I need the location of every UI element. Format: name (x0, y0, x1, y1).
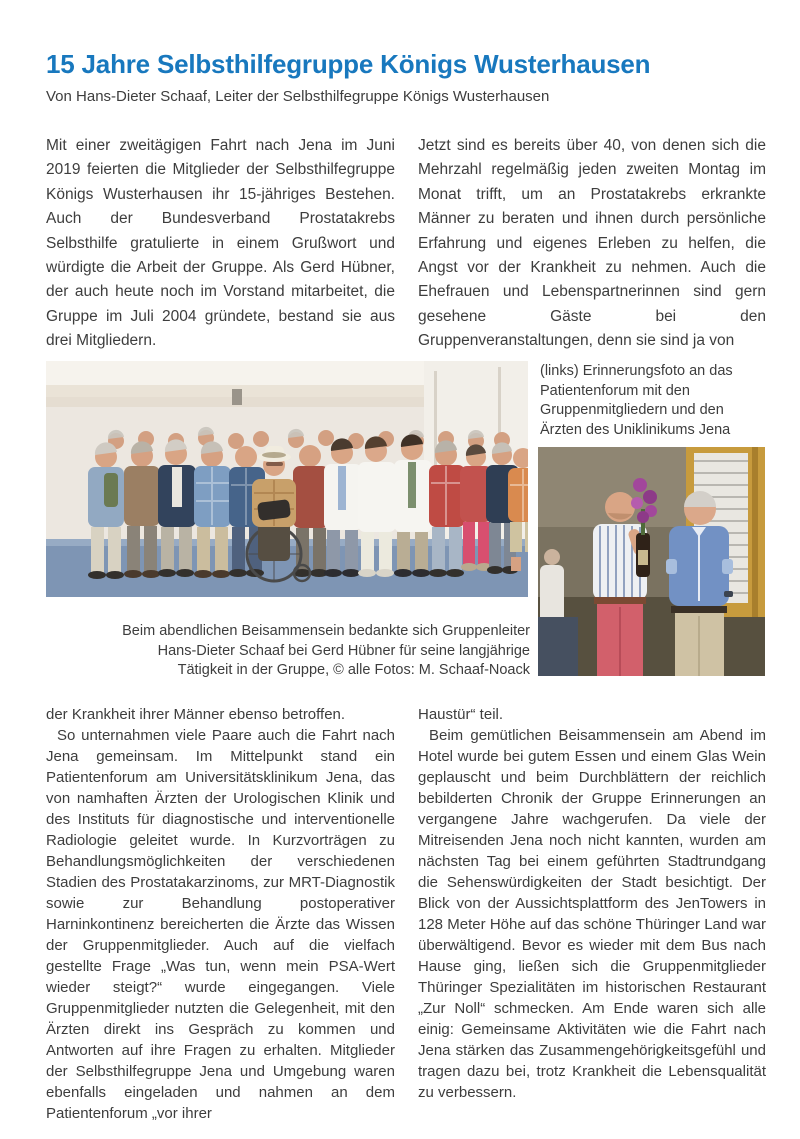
body-paragraph-forum: So unternahmen viele Paare auch die Fahrt nach Jena gemeinsam. Im Mittelpunkt stand ein Patientenforum am Universitätsklinikum Jena, das von namhaften Ärzten der Urologischen Klinik und des Instituts für diagnostische und interventionelle Radiologie geleitet wurde. In Kurzvorträgen zu Behandlungsmöglichkeiten der verschiedenen Stadien des Prostatakarzinoms, zur MRT-Diagnostik sowie zur Behandlung postoperativer Harninkontinenz bereicherten die Ärzte das Wissen der Gruppenmitglieder. Auch auf die vielfach gestellte Frage „Was tun, wenn mein PSA-Wert wieder steigt?“ wurde eingegangen. Viele Gruppenmitglieder nutzten die Gelegenheit, mit den Ärzten direkt ins Gespräch zu kommen und Antworten auf ihre Fragen zu erhalten. Mitglieder der Selbsthilfegruppe Jena und Umgebung waren ebenfalls eingeladen und nahmen an dem Patientenforum „vor ihrer (46, 727, 395, 1122)
evening-photo-caption: Beim abendlichen Beisammensein bedankte sich Gruppenleiter Hans-Dieter Schaaf bei Gerd Hübner für seine langjährige Tätigkeit in der Gruppe, © alle Fotos: M. Schaaf-Noack (122, 623, 530, 678)
intro-paragraph-left: Mit einer zweitägigen Fahrt nach Jena im Juni 2019 feierten die Mitglieder der Selbsthilfegruppe Königs Wusterhausen ihr 15-jähriges Bestehen. Auch der Bundesverband Prostatakrebs Selbsthilfe gratulierte in einem Grußwort und würdigte die Arbeit der Gruppe. Als Gerd Hübner, der auch heute noch im Vorstand mitarbeitet, die Gruppe im Juli 2004 gründete, bestand sie aus drei Mitgliedern. (46, 137, 395, 350)
intro-column-right (418, 134, 766, 354)
body-column-right (418, 704, 766, 1103)
byline: Von Hans-Dieter Schaaf, Leiter der Selbsthilfegruppe Königs Wusterhausen (46, 88, 550, 105)
page-title: 15 Jahre Selbsthilfegruppe Königs Wusterhausen (46, 49, 651, 80)
evening-photo (538, 447, 765, 676)
group-photo (46, 361, 528, 597)
group-photo-illustration (46, 361, 528, 597)
body-paragraph-evening: Beim gemütlichen Beisammensein am Abend im Hotel wurde bei gutem Essen und einem Glas Wein geplauscht und beim Durchblättern der reichlich bebilderten Chronik der Gruppe Erinnerungen an vergangene Jahre wachgerufen. Da viele der Mitreisenden Jena noch nicht kannten, wurden am nächsten Tag bei einem geführten Stadtrundgang die Sehenswürdigkeiten der Stadt besichtigt. Der Blick von der Aussichtsplattform des JenTowers in 128 Meter Höhe auf das schöne Thüringer Land war überwältigend. Bevor es wieder mit dem Bus nach Hause ging, ließen sich die Gruppenmitglieder Thüringer Spezialitäten im historischen Restaurant „Zur Noll“ schmecken. Am Ende waren sich alle einig: Gemeinsame Aktivitäten wie die Fahrt nach Jena stärken das Zusammengehörigkeitsgefühl und tragen dazu bei, trotz Krankheit die Lebensqualität zu verbessern. (418, 727, 766, 1101)
body-paragraph-continuation: der Krankheit ihrer Männer ebenso betroffen. (46, 706, 346, 723)
evening-photo-illustration (538, 447, 765, 676)
intro-column-left (46, 134, 395, 354)
intro-paragraph-right: Jetzt sind es bereits über 40, von denen sich die Mehrzahl regelmäßig jeden zweiten Montag im Monat trifft, um an Prostatakrebs erkrankte Männer zu beraten und ihnen durch persönliche Erfahrung und eigenes Erleben zu helfen, die Angst vor der Krankheit zu nehmen. Auch die Ehefrauen und Lebenspartnerinnen sind gern gesehene Gäste bei den Gruppenveranstaltungen, denn sie sind ja von (418, 137, 766, 350)
body-column-left (46, 704, 395, 1124)
body-paragraph-haustuer: Haustür“ teil. (418, 706, 504, 723)
group-photo-caption: (links) Erinnerungsfoto an das Patientenforum mit den Gruppenmitgliedern und den Ärzten des Uniklinikums Jena (540, 363, 733, 438)
